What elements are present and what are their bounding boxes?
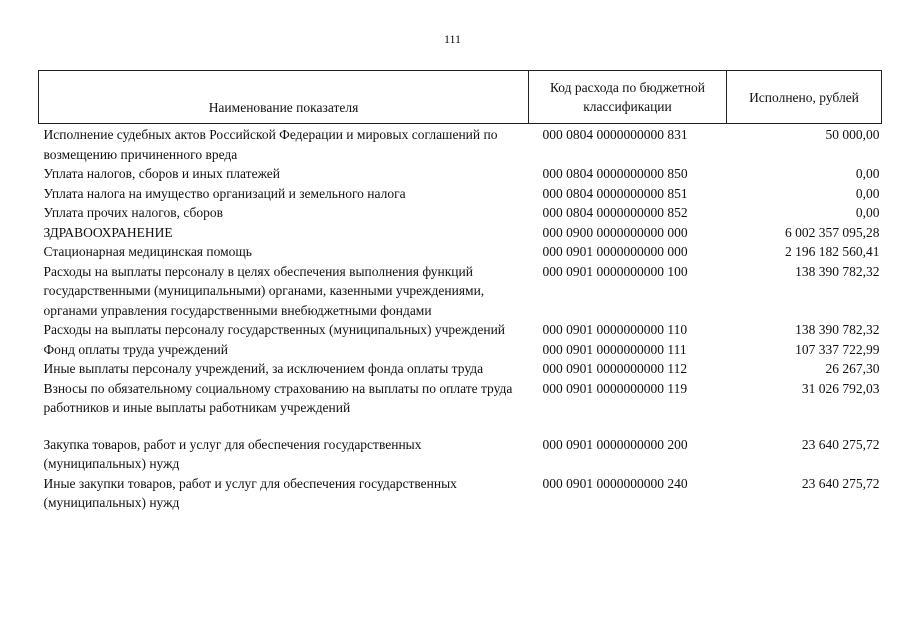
table-row (39, 184, 882, 204)
row-code: 000 0901 0000000000 100 (542, 263, 688, 279)
row-code: 000 0804 0000000000 851 (542, 185, 688, 201)
row-code: 000 0901 0000000000 000 (542, 244, 688, 259)
row-name: Взносы по обязательному социальному страхованию на выплаты по оплате труда работников и иные выплаты работникам учреждений (43, 380, 513, 415)
row-code: 000 0900 0000000000 000 (542, 224, 688, 240)
table-row (39, 340, 882, 360)
row-code: 000 0901 0000000000 110 (542, 322, 688, 337)
row-amount: 0,00 (855, 185, 880, 201)
row-name: Исполнение судебных актов Российской Федерации и мировых соглашений по возмещению причиненного вреда (43, 127, 498, 162)
row-amount: 31 026 792,03 (801, 380, 880, 396)
row-code: 000 0804 0000000000 850 (542, 166, 688, 181)
row-amount: 0,00 (855, 205, 880, 220)
row-name: Фонд оплаты труда учреждений (43, 341, 228, 357)
row-amount: 23 640 275,72 (801, 436, 880, 452)
row-code: 000 0901 0000000000 111 (542, 341, 687, 357)
table-row (39, 164, 882, 184)
row-code: 000 0804 0000000000 852 (542, 205, 688, 220)
table-row (39, 435, 882, 474)
row-amount: 0,00 (855, 166, 880, 181)
row-name: Иные выплаты персоналу учреждений, за исключением фонда оплаты труда (43, 361, 484, 376)
page-number: 111 (443, 32, 462, 46)
table-row (39, 124, 882, 165)
row-amount: 23 640 275,72 (801, 475, 880, 491)
row-amount: 26 267,30 (825, 361, 880, 376)
row-code: 000 0804 0000000000 831 (542, 127, 688, 142)
table-row (39, 359, 882, 379)
row-name: Уплата налогов, сборов и иных платежей (43, 166, 280, 181)
table-row (39, 379, 882, 435)
table-row (39, 262, 882, 321)
table-header-row (39, 71, 882, 124)
row-name: Иные закупки товаров, работ и услуг для обеспечения государственных (муниципальных) нужд (43, 475, 457, 510)
row-name: Расходы на выплаты персоналу в целях обеспечения выполнения функций государственными (муниципальными) органами, казенными учреждениями, органами управления государственными внебюджетными фондами (43, 263, 485, 318)
table-row (39, 242, 882, 262)
row-code: 000 0901 0000000000 240 (542, 475, 688, 491)
row-amount: 138 390 782,32 (795, 263, 880, 279)
row-code: 000 0901 0000000000 200 (542, 436, 688, 452)
row-name: Уплата налога на имущество организаций и земельного налога (43, 185, 406, 201)
budget-execution-table (38, 70, 882, 513)
table-row (39, 223, 882, 243)
row-amount: 6 002 357 095,28 (785, 224, 880, 240)
row-name: Закупка товаров, работ и услуг для обеспечения государственных (муниципальных) нужд (43, 436, 422, 471)
row-amount: 50 000,00 (825, 127, 880, 142)
row-name: Расходы на выплаты персоналу государственных (муниципальных) учреждений (43, 322, 506, 337)
row-name: ЗДРАВООХРАНЕНИЕ (43, 224, 173, 240)
row-amount: 138 390 782,32 (795, 322, 880, 337)
row-name: Уплата прочих налогов, сборов (43, 205, 223, 220)
row-code: 000 0901 0000000000 119 (542, 380, 688, 396)
row-name: Стационарная медицинская помощь (43, 244, 252, 259)
row-amount: 107 337 722,99 (795, 341, 880, 357)
row-amount: 2 196 182 560,41 (785, 244, 880, 259)
table-row (39, 203, 882, 223)
table-row (39, 320, 882, 340)
table-row (39, 474, 882, 513)
row-code: 000 0901 0000000000 112 (542, 361, 688, 376)
header-indicator-name: Наименование показателя (39, 71, 529, 124)
header-expense-code: Код расхода по бюджетной классификации (529, 71, 727, 124)
header-executed-amount: Исполнено, рублей (727, 71, 882, 124)
